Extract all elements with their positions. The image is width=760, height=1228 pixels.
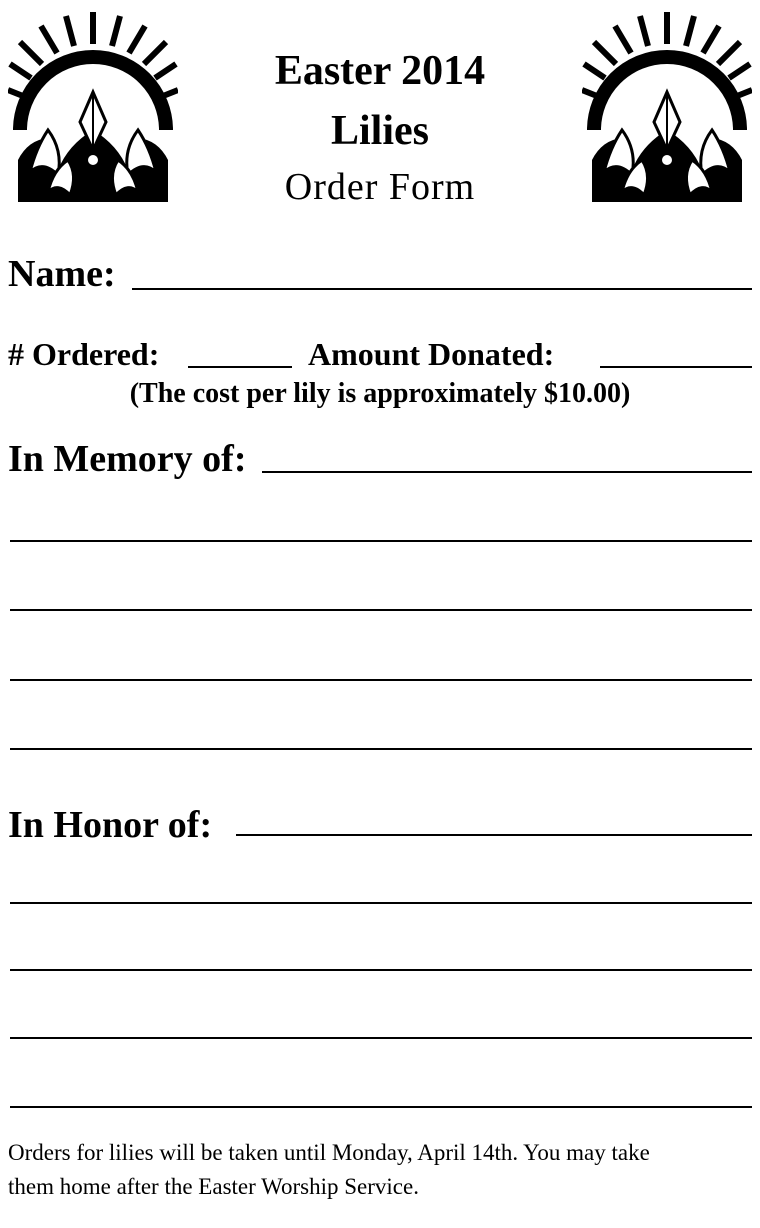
honor-line[interactable] xyxy=(10,969,752,971)
sunburst-lily-icon xyxy=(8,10,178,202)
memory-line[interactable] xyxy=(10,609,752,611)
memory-field[interactable] xyxy=(262,471,752,473)
name-label: Name: xyxy=(8,253,116,295)
sunburst-lily-icon xyxy=(582,10,752,202)
honor-line[interactable] xyxy=(10,1106,752,1108)
honor-label: In Honor of: xyxy=(8,804,213,846)
memory-line[interactable] xyxy=(10,540,752,542)
footer-line-1: Orders for lilies will be taken until Monday, April 14th. You may take xyxy=(8,1140,650,1165)
honor-line[interactable] xyxy=(10,1037,752,1039)
page-title: Easter 2014 xyxy=(274,48,486,94)
memory-line[interactable] xyxy=(10,679,752,681)
page-subtitle: Order Form xyxy=(284,166,476,208)
footer-line-2: them home after the Easter Worship Service. xyxy=(8,1174,419,1199)
honor-field[interactable] xyxy=(236,834,752,836)
ordered-field[interactable] xyxy=(188,366,292,368)
amount-label: Amount Donated: xyxy=(308,336,555,372)
amount-field[interactable] xyxy=(600,366,752,368)
ordered-label: # Ordered: xyxy=(8,336,160,372)
memory-label: In Memory of: xyxy=(8,438,247,480)
cost-note: (The cost per lily is approximately $10.00) xyxy=(129,378,631,409)
memory-line[interactable] xyxy=(10,748,752,750)
page-title-secondary: Lilies xyxy=(330,108,429,154)
honor-line[interactable] xyxy=(10,902,752,904)
footer-note xyxy=(8,1136,754,1204)
name-field[interactable] xyxy=(132,288,752,290)
